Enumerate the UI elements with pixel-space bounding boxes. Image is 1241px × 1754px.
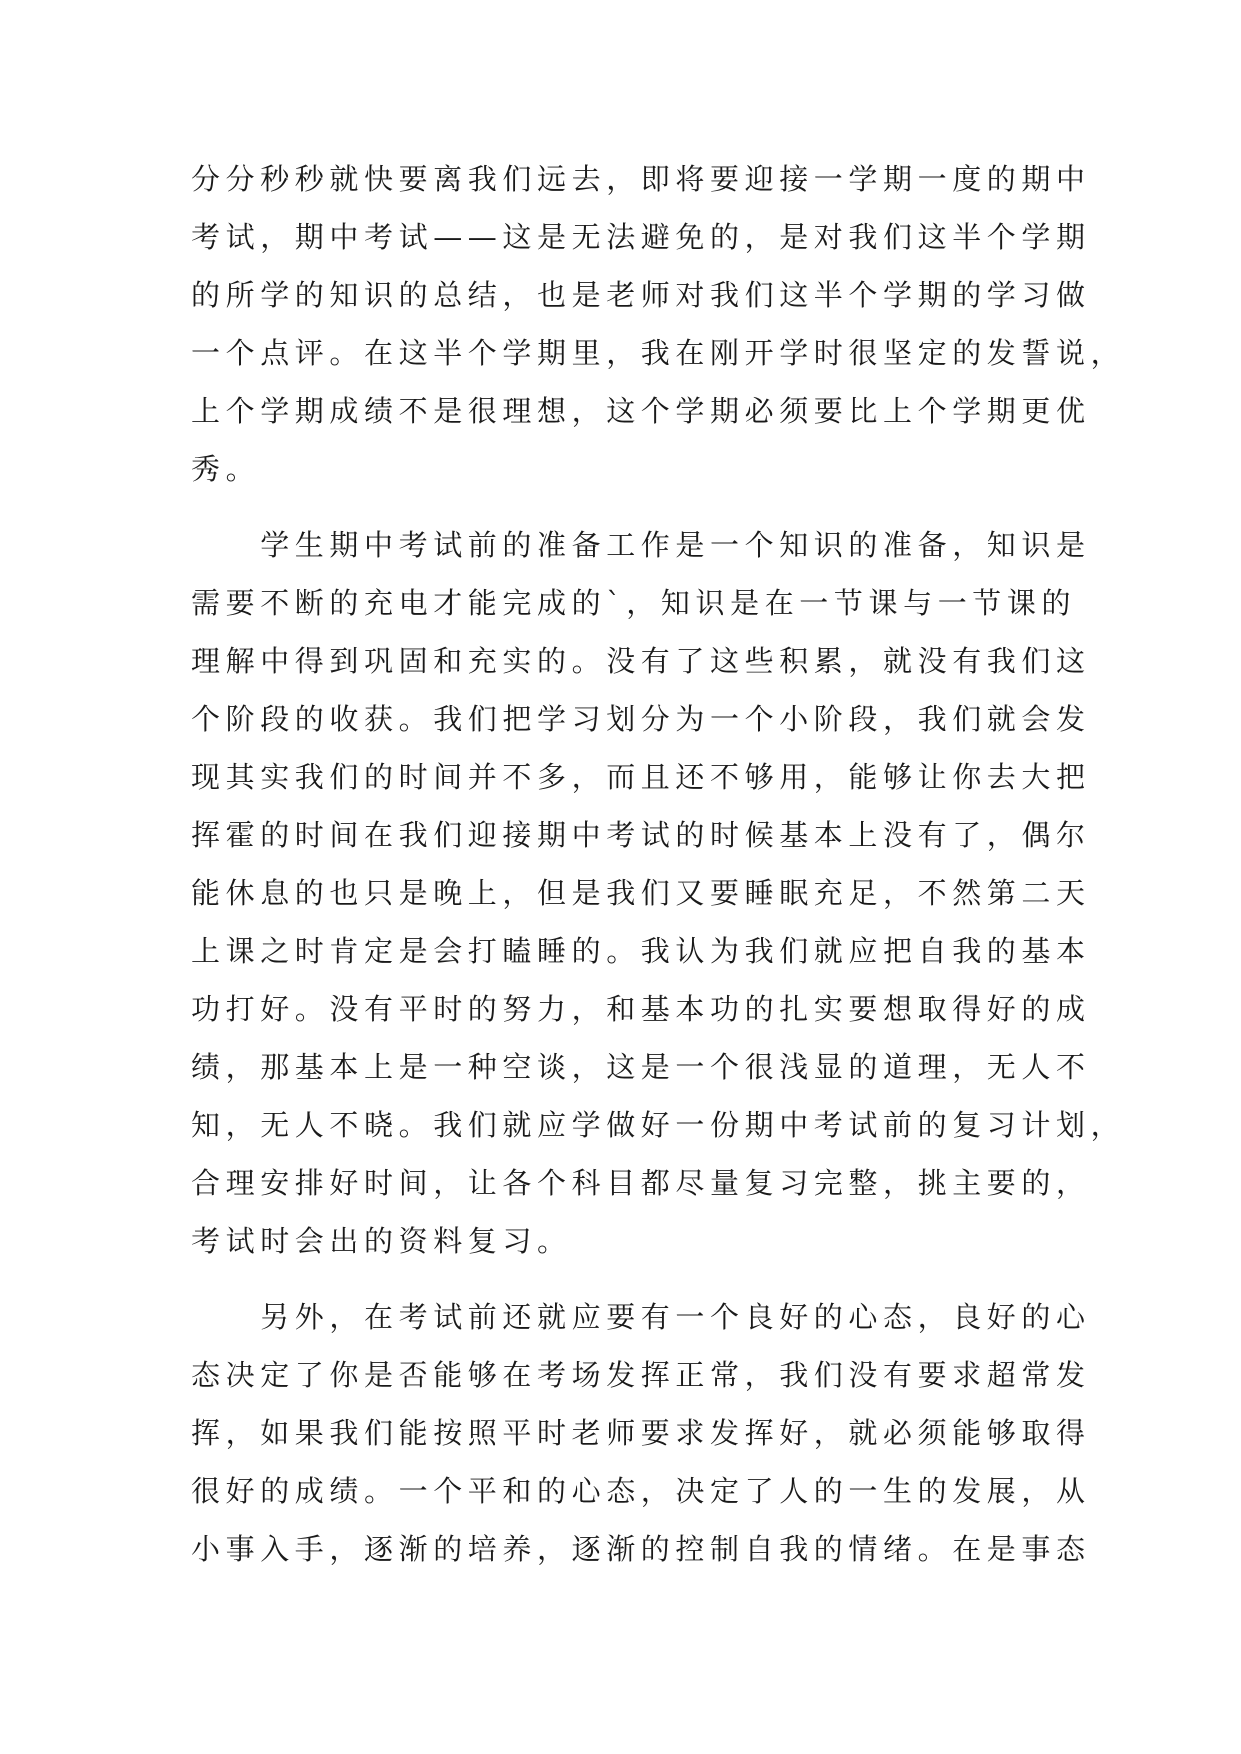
text-line: 上课之时肯定是会打瞌睡的。我认为我们就应把自我的基本 — [191, 934, 1091, 968]
text-line: 一个点评。在这半个学期里，我在刚开学时很坚定的发誓说， — [191, 336, 1126, 370]
text-line: 理解中得到巩固和充实的。没有了这些积累，就没有我们这 — [191, 644, 1091, 678]
text-line: 个阶段的收获。我们把学习划分为一个小阶段，我们就会发 — [191, 702, 1091, 736]
text-line: 能休息的也只是晚上，但是我们又要睡眠充足，不然第二天 — [191, 876, 1091, 910]
text-line: 挥，如果我们能按照平时老师要求发挥好，就必须能够取得 — [191, 1416, 1091, 1450]
text-line: 现其实我们的时间并不多，而且还不够用，能够让你去大把 — [191, 760, 1091, 794]
paragraph-1 — [191, 150, 1126, 498]
text-line: 态决定了你是否能够在考场发挥正常，我们没有要求超常发 — [191, 1358, 1091, 1392]
text-line: 很好的成绩。一个平和的心态，决定了人的一生的发展，从 — [191, 1474, 1091, 1508]
text-line: 考试时会出的资料复习。 — [191, 1224, 572, 1258]
text-line: 分分秒秒就快要离我们远去，即将要迎接一学期一度的期中 — [191, 162, 1091, 196]
text-line: 另外，在考试前还就应要有一个良好的心态，良好的心 — [191, 1300, 1091, 1334]
text-line: 的所学的知识的总结，也是老师对我们这半个学期的学习做 — [191, 278, 1091, 312]
text-line: 需要不断的充电才能完成的`，知识是在一节课与一节课的 — [191, 586, 1077, 620]
paragraph-3 — [191, 1288, 1091, 1578]
text-line: 秀。 — [191, 452, 261, 486]
paragraph-spacer — [191, 498, 1051, 516]
text-line: 合理安排好时间，让各个科目都尽量复习完整，挑主要的， — [191, 1166, 1091, 1200]
text-line: 小事入手，逐渐的培养，逐渐的控制自我的情绪。在是事态 — [191, 1532, 1091, 1566]
text-line: 学生期中考试前的准备工作是一个知识的准备，知识是 — [191, 528, 1091, 562]
text-line: 知，无人不晓。我们就应学做好一份期中考试前的复习计划， — [191, 1108, 1126, 1142]
paragraph-spacer — [191, 1270, 1051, 1288]
text-line: 绩，那基本上是一种空谈，这是一个很浅显的道理，无人不 — [191, 1050, 1091, 1084]
text-line: 功打好。没有平时的努力，和基本功的扎实要想取得好的成 — [191, 992, 1091, 1026]
text-line: 上个学期成绩不是很理想，这个学期必须要比上个学期更优 — [191, 394, 1091, 428]
paragraph-2 — [191, 516, 1126, 1270]
document-body — [191, 150, 1126, 1578]
text-line: 挥霍的时间在我们迎接期中考试的时候基本上没有了，偶尔 — [191, 818, 1091, 852]
text-line: 考试，期中考试——这是无法避免的，是对我们这半个学期 — [191, 220, 1091, 254]
